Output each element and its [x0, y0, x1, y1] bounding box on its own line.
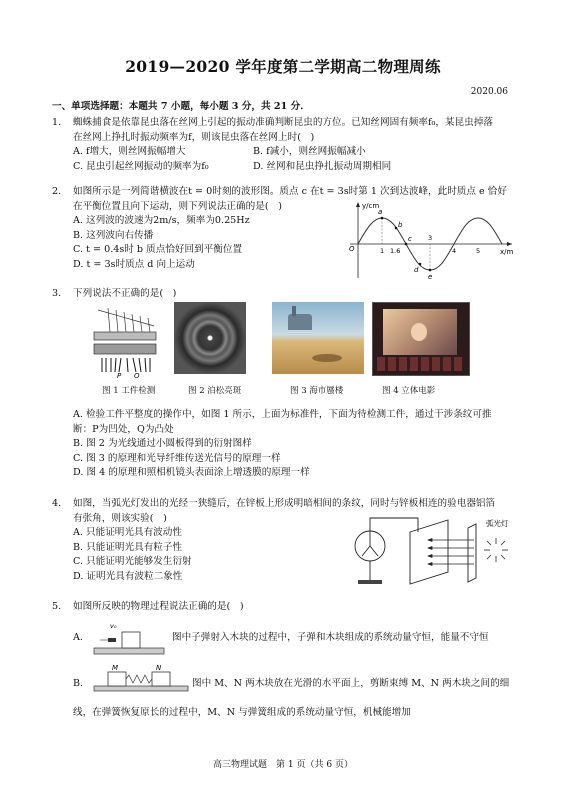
- fig2-poisson-spot: [174, 302, 246, 374]
- mirage-tower: [292, 306, 296, 316]
- point-label: b: [398, 221, 403, 229]
- question-number: 4.: [52, 498, 62, 509]
- foil-leaf: [362, 546, 370, 556]
- option-b: B. f减小，则丝网振幅减小: [253, 146, 366, 157]
- page-footer: 高三物理试题 第 1 页（共 6 页）: [213, 760, 353, 770]
- slit-plate: [468, 524, 476, 582]
- question-stem-line1: 如图，当弧光灯发出的光经一狭缝后，在锌板上形成明暗相间的条纹，同时与锌板相连的验电器铝箔: [73, 498, 496, 509]
- fig1-label-q: Q: [134, 372, 140, 378]
- velocity-label: v₀: [110, 622, 117, 630]
- question-stem-line2: 在丝网上挣扎时振动频率为f，则该昆虫落在丝网上时( ): [73, 131, 315, 143]
- option-b-label: B.: [73, 678, 84, 689]
- point-b: [395, 227, 398, 230]
- question-stem: 如图所反映的物理过程说法正确的是( ): [73, 601, 244, 612]
- point-e: [429, 269, 432, 272]
- tick-label: 4: [452, 247, 457, 255]
- block-m: [108, 672, 126, 686]
- audience-seats: [377, 357, 463, 371]
- point-label: c: [408, 235, 412, 243]
- x-axis-arrow: [507, 242, 512, 246]
- point-c: [405, 243, 408, 246]
- option-d: D. 丝网和昆虫挣扎振动周期相同: [253, 160, 392, 172]
- movie-face: [411, 323, 427, 341]
- option-b: B. 这列波向右传播: [73, 229, 154, 241]
- point-a: [381, 217, 384, 220]
- tick-label: 1: [380, 247, 385, 255]
- spring-blocks-diagram: [92, 664, 190, 694]
- point-label: e: [428, 273, 433, 280]
- block-m-label: M: [112, 664, 119, 672]
- table-surface: [94, 648, 164, 654]
- block-n: [152, 672, 170, 686]
- section-heading: 一、单项选择题：本题共 7 小题，每小题 3 分，共 21 分．: [52, 101, 310, 112]
- option-d: D. 证明光具有波粒二象性: [73, 570, 183, 582]
- question-stem-line1: 如图所示是一列简谐横波在t = 0时刻的波形图。质点 c 在t = 3s时第 1 次到达波峰，此时质点 e 恰好: [73, 186, 507, 197]
- electroscope-diagram: [348, 510, 520, 590]
- fig3-mirage-image: [272, 302, 364, 374]
- option-c: C. t = 0.4s时 b 质点恰好回到平衡位置: [73, 244, 243, 255]
- exam-date: 2020.06: [470, 87, 508, 97]
- question-number: 1.: [52, 117, 62, 128]
- option-a: A. 只能证明光具有波动性: [73, 527, 182, 538]
- arc-lamp-label: 弧光灯: [486, 519, 509, 528]
- tick-label: 3: [428, 234, 433, 242]
- electroscope-base: [358, 580, 382, 584]
- option-d: D. t = 3s时质点 d 向上运动: [73, 258, 195, 270]
- fig4-3d-movie-image: [372, 302, 470, 376]
- block-n-label: N: [156, 664, 162, 672]
- option-d: D. 图 4 的原理和照相机镜头表面涂上增透膜的原理一样: [73, 467, 310, 478]
- option-a-text: 图中子弹射入木块的过程中，子弹和木块组成的系统动量守恒，能量不守恒: [172, 632, 489, 643]
- y-axis-label: y/cm: [362, 202, 380, 210]
- fig1-label-p: P: [117, 372, 122, 378]
- option-a: A. 这列波的波速为2m/s，频率为0.25Hz: [73, 215, 250, 226]
- wood-block: [122, 632, 140, 648]
- option-b: B. 图 2 为光线通过小圆板得到的衍射图样: [73, 438, 252, 449]
- question-stem-line1: 蜘蛛捕食是依靠昆虫落在丝网上引起的振动准确判断昆虫的方位。已知丝网固有频率f₀，某昆虫掉落: [73, 117, 493, 128]
- option-a-label: A.: [73, 632, 83, 643]
- point-d: [419, 263, 422, 266]
- option-c: C. 图 3 的原理和光导纤维传送光信号的原理一样: [73, 452, 281, 464]
- zinc-plate: [410, 520, 448, 584]
- desert-dune: [312, 354, 342, 362]
- fig4-caption: 图 4 立体电影: [382, 386, 436, 396]
- smooth-surface: [94, 686, 188, 691]
- option-a-line1: A. 检验工件平整度的操作中，如图 1 所示，上面为标准件，下面为待检测工件，通过干涉条纹可推: [73, 409, 492, 420]
- question-stem-line2: 在平衡位置且向下运动，则下列说法正确的是( ): [73, 200, 282, 212]
- fig3-caption: 图 3 海市蜃楼: [290, 386, 344, 396]
- question-stem-line2: 有张角，则该实验( ): [73, 512, 167, 524]
- bullet: [108, 638, 116, 642]
- fig2-caption: 图 2 泊松亮斑: [188, 386, 242, 396]
- option-a: A. f增大，则丝网振幅增大: [73, 146, 186, 157]
- foil-leaf: [370, 546, 378, 556]
- tick-label: 5: [476, 247, 481, 255]
- point-label: a: [378, 208, 383, 216]
- question-5: [52, 600, 522, 615]
- wave-graph: [340, 198, 520, 280]
- question-3-options: [52, 408, 522, 481]
- arc-lamp-icon: [484, 538, 508, 562]
- figure-strip: [84, 300, 468, 400]
- option-b-text-line1: 图中 M、N 两木块放在光滑的水平面上，剪断束缚 M、N 两木块之间的细: [192, 678, 510, 689]
- x-axis-label: x/m: [500, 248, 514, 256]
- question-number: 3.: [52, 288, 62, 299]
- wire: [370, 518, 418, 532]
- question-number: 2.: [52, 186, 62, 197]
- bullet-block-diagram: [92, 618, 168, 658]
- option-c: C. 只能证明光能够发生衍射: [73, 556, 192, 567]
- exam-title: 2019—2020 学年度第二学期高二物理周练: [125, 57, 441, 76]
- option-b: B. 只能证明光具有粒子性: [73, 541, 183, 553]
- fig1-caption: 图 1 工件检测: [102, 386, 156, 396]
- question-number: 5.: [52, 601, 62, 612]
- y-axis-arrow: [356, 202, 360, 207]
- point-label: d: [414, 266, 419, 274]
- spring: [126, 675, 152, 683]
- fig1-workpiece-diagram: [84, 302, 164, 378]
- option-a-line2: 断：P为凹处，Q为凸处: [73, 423, 174, 435]
- option-b-text-line2: 线，在弹簧恢复原长的过程中，M、N 与弹簧组成的系统动量守恒，机械能增加: [73, 707, 411, 718]
- option-c: C. 昆虫引起丝网振动的频率为f₀: [73, 160, 209, 172]
- origin-label: O: [349, 245, 355, 253]
- question-stem: 下列说法不正确的是( ): [73, 288, 177, 299]
- question-1: [52, 116, 522, 174]
- tick-label: 1.6: [390, 247, 401, 255]
- mirage-building: [288, 314, 312, 330]
